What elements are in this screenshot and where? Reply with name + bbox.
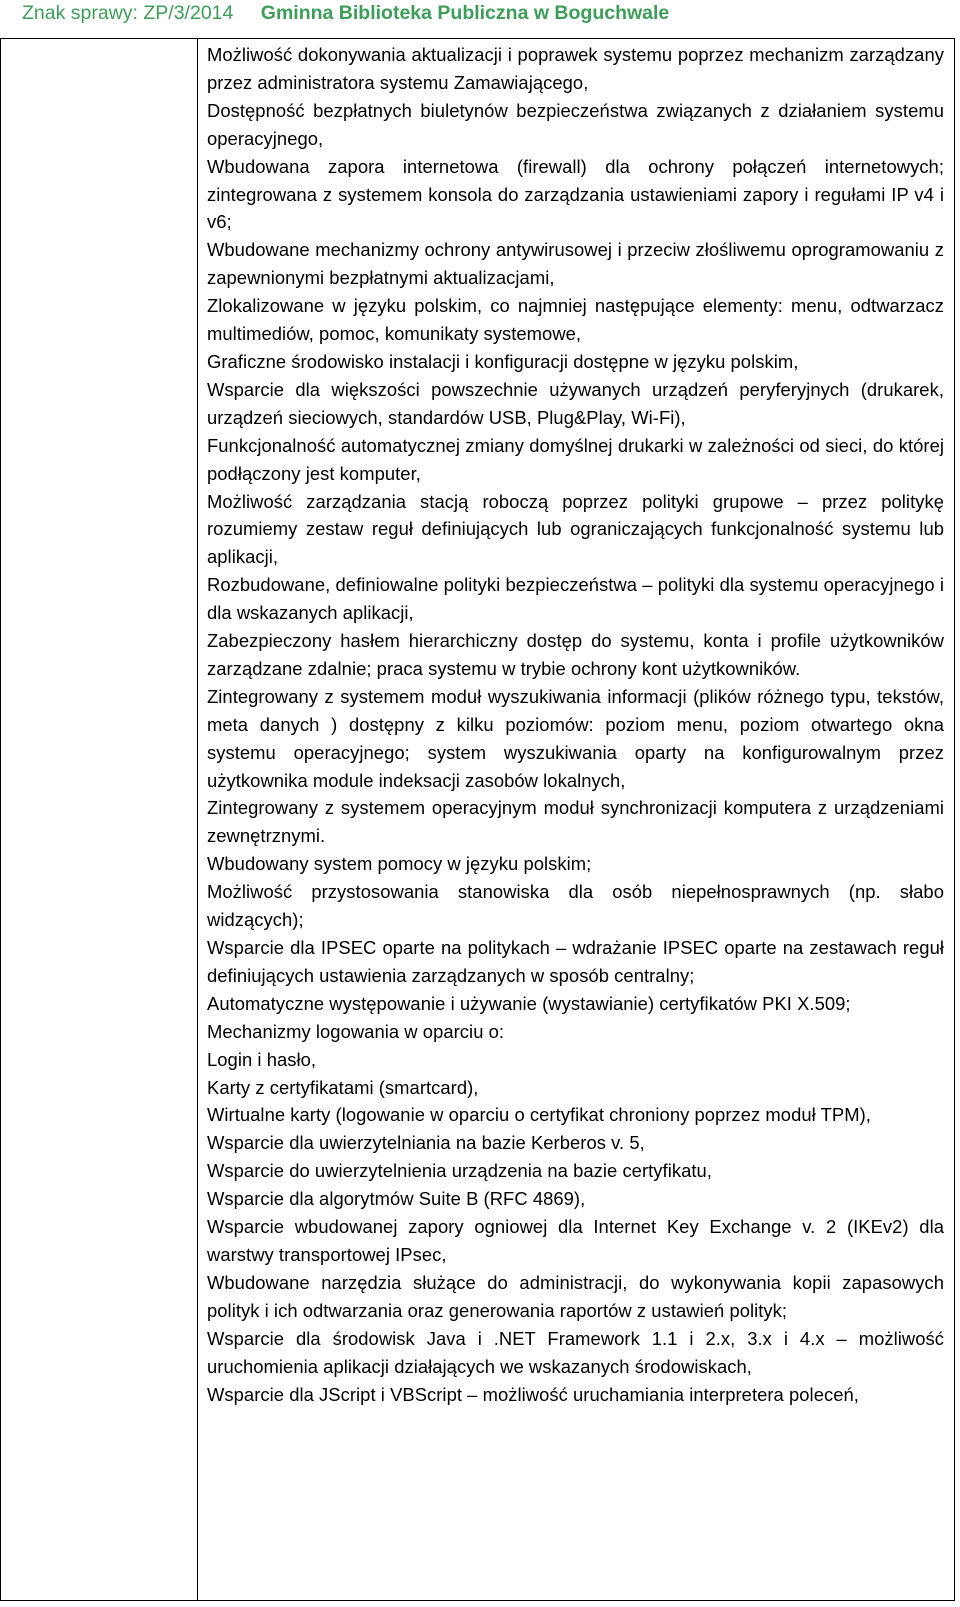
requirement-item: Możliwość dokonywania aktualizacji i poprawek systemu poprzez mechanizm zarządzany przez administratora systemu Zamawiającego, bbox=[207, 44, 944, 93]
document-header bbox=[22, 0, 669, 28]
requirement-item: Wsparcie do uwierzytelnienia urządzenia na bazie certyfikatu, bbox=[207, 1160, 712, 1182]
requirements-table bbox=[0, 38, 955, 1601]
requirement-item: Mechanizmy logowania w oparciu o: bbox=[207, 1020, 505, 1042]
requirement-item: Dostępność bezpłatnych biuletynów bezpieczeństwa związanych z działaniem systemu operacyjnego, bbox=[207, 99, 944, 149]
requirement-item: Wbudowane mechanizmy ochrony antywirusowej i przeciw złośliwemu oprogramowaniu z zapewnionymi bezpłatnymi aktualizacjami, bbox=[207, 239, 944, 289]
column-divider bbox=[197, 39, 198, 1600]
requirement-item: Zintegrowany z systemem operacyjnym moduł synchronizacji komputera z urządzeniami zewnętrznymi. bbox=[207, 797, 944, 847]
requirements-cell bbox=[207, 41, 944, 1408]
requirement-item: Funkcjonalność automatycznej zmiany domyślnej drukarki w zależności od sieci, do której podłączony jest komputer, bbox=[207, 434, 944, 484]
requirement-item: Wsparcie dla JScript i VBScript – możliwość uruchamiania interpretera poleceń, bbox=[207, 1383, 859, 1405]
requirement-item: Zlokalizowane w języku polskim, co najmniej następujące elementy: menu, odtwarzacz multimediów, pomoc, komunikaty systemowe, bbox=[207, 295, 944, 345]
requirement-item: Graficzne środowisko instalacji i konfiguracji dostępne w języku polskim, bbox=[207, 350, 799, 372]
requirement-item: Wbudowana zapora internetowa (firewall) dla ochrony połączeń internetowych; zintegrowana z systemem konsola do zarządzania ustawieniami zapory i regułami IP v4 i v6; bbox=[207, 155, 944, 233]
requirement-item: Możliwość zarządzania stacją roboczą poprzez polityki grupowe – przez politykę rozumiemy zestaw reguł definiujących lub ograniczających funkcjonalność systemu lub aplikacji, bbox=[207, 490, 944, 568]
requirement-item: Wsparcie dla środowisk Java i .NET Framework 1.1 i 2.x, 3.x i 4.x – możliwość uruchomienia aplikacji działających we wskazanych środowiskach, bbox=[207, 1327, 944, 1377]
requirement-item: Rozbudowane, definiowalne polityki bezpieczeństwa – polityki dla systemu operacyjnego i dla wskazanych aplikacji, bbox=[207, 574, 944, 624]
requirement-item: Wbudowane narzędzia służące do administracji, do wykonywania kopii zapasowych polityk i ich odtwarzania oraz generowania raportów z ustawień polityk; bbox=[207, 1271, 944, 1321]
requirement-item: Login i hasło, bbox=[207, 1048, 317, 1070]
case-reference: Znak sprawy: ZP/3/2014 bbox=[22, 2, 234, 24]
requirement-item: Wsparcie dla uwierzytelniania na bazie Kerberos v. 5, bbox=[207, 1132, 645, 1154]
requirement-item: Karty z certyfikatami (smartcard), bbox=[207, 1076, 479, 1098]
requirement-item: Wsparcie dla algorytmów Suite B (RFC 4869), bbox=[207, 1188, 586, 1210]
requirement-item: Wsparcie dla IPSEC oparte na politykach – wdrażanie IPSEC oparte na zestawach reguł definiujących ustawienia zarządzanych w sposób centralny; bbox=[207, 937, 944, 986]
requirement-item: Zabezpieczony hasłem hierarchiczny dostęp do systemu, konta i profile użytkowników zarządzane zdalnie; praca systemu w trybie ochrony kont użytkowników. bbox=[207, 630, 944, 679]
requirement-item: Zintegrowany z systemem moduł wyszukiwania informacji (plików różnego typu, tekstów, meta danych ) dostępny z kilku poziomów: poziom menu, poziom otwartego okna systemu operacyjnego; system wyszukiwania oparty na konfigurowalnym przez użytkownika module indeksacji zasobów lokalnych, bbox=[207, 685, 944, 791]
requirement-item: Automatyczne występowanie i używanie (wystawianie) certyfikatów PKI X.509; bbox=[207, 992, 851, 1014]
library-name: Gminna Biblioteka Publiczna w Boguchwale bbox=[260, 2, 670, 24]
requirement-item: Wirtualne karty (logowanie w oparciu o certyfikat chroniony poprzez moduł TPM), bbox=[207, 1104, 871, 1126]
requirement-item: Możliwość przystosowania stanowiska dla osób niepełnosprawnych (np. słabo widzących); bbox=[207, 881, 944, 931]
requirement-item: Wbudowany system pomocy w języku polskim; bbox=[207, 853, 592, 875]
requirement-item: Wsparcie dla większości powszechnie używanych urządzeń peryferyjnych (drukarek, urządzeń sieciowych, standardów USB, Plug&Play, Wi-Fi), bbox=[207, 378, 944, 428]
requirement-item: Wsparcie wbudowanej zapory ogniowej dla Internet Key Exchange v. 2 (IKEv2) dla warstwy transportowej IPsec, bbox=[207, 1216, 944, 1265]
